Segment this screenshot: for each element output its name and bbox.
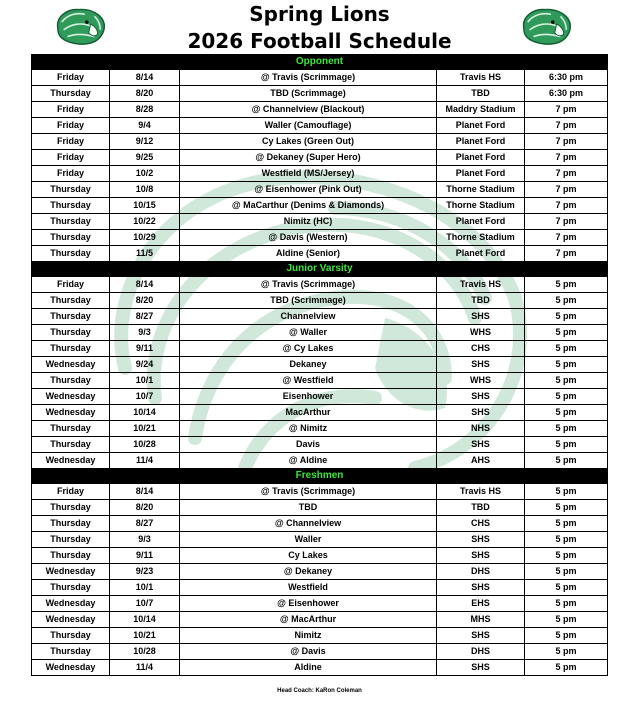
cell-day: Thursday	[32, 214, 110, 230]
table-row	[32, 548, 608, 564]
cell-opponent: Aldine	[180, 660, 437, 676]
table-row	[32, 198, 608, 214]
cell-time: 5 pm	[525, 389, 608, 405]
cell-time: 5 pm	[525, 548, 608, 564]
cell-opponent: @ MaCarthur (Denims & Diamonds)	[180, 198, 437, 214]
cell-opponent: @ MacArthur	[180, 612, 437, 628]
cell-opponent: Dekaney	[180, 357, 437, 373]
cell-location: Planet Ford	[437, 166, 525, 182]
cell-time: 7 pm	[525, 166, 608, 182]
cell-date: 11/5	[110, 246, 180, 262]
cell-opponent: @ Davis	[180, 644, 437, 660]
cell-date: 8/14	[110, 277, 180, 293]
table-row	[32, 293, 608, 309]
cell-opponent: @ Travis (Scrimmage)	[180, 277, 437, 293]
cell-day: Wednesday	[32, 357, 110, 373]
cell-date: 9/3	[110, 325, 180, 341]
cell-day: Thursday	[32, 437, 110, 453]
table-row	[32, 644, 608, 660]
cell-date: 10/7	[110, 596, 180, 612]
cell-location: WHS	[437, 373, 525, 389]
cell-opponent: Nimitz (HC)	[180, 214, 437, 230]
table-row	[32, 277, 608, 293]
cell-date: 10/1	[110, 580, 180, 596]
section-header	[32, 55, 608, 70]
cell-day: Friday	[32, 102, 110, 118]
cell-day: Friday	[32, 150, 110, 166]
cell-time: 7 pm	[525, 102, 608, 118]
section-title: Freshmen	[32, 469, 608, 484]
table-row	[32, 580, 608, 596]
cell-opponent: Channelview	[180, 309, 437, 325]
cell-location: SHS	[437, 628, 525, 644]
cell-location: Planet Ford	[437, 118, 525, 134]
cell-date: 9/11	[110, 548, 180, 564]
cell-day: Thursday	[32, 86, 110, 102]
table-row	[32, 102, 608, 118]
table-row	[32, 325, 608, 341]
cell-date: 10/22	[110, 214, 180, 230]
cell-time: 5 pm	[525, 660, 608, 676]
cell-day: Thursday	[32, 548, 110, 564]
cell-date: 10/1	[110, 373, 180, 389]
cell-opponent: @ Dekaney	[180, 564, 437, 580]
table-row	[32, 182, 608, 198]
section-title: Junior Varsity	[32, 262, 608, 277]
cell-date: 10/8	[110, 182, 180, 198]
cell-location: MHS	[437, 612, 525, 628]
cell-day: Thursday	[32, 421, 110, 437]
cell-location: Planet Ford	[437, 134, 525, 150]
cell-location: SHS	[437, 405, 525, 421]
cell-location: Planet Ford	[437, 214, 525, 230]
cell-location: DHS	[437, 564, 525, 580]
cell-day: Wednesday	[32, 660, 110, 676]
cell-location: DHS	[437, 644, 525, 660]
cell-time: 5 pm	[525, 500, 608, 516]
cell-location: Travis HS	[437, 70, 525, 86]
cell-date: 8/20	[110, 86, 180, 102]
table-row	[32, 373, 608, 389]
table-row	[32, 214, 608, 230]
cell-date: 10/21	[110, 628, 180, 644]
cell-day: Thursday	[32, 341, 110, 357]
cell-time: 7 pm	[525, 246, 608, 262]
cell-time: 5 pm	[525, 373, 608, 389]
cell-opponent: @ Dekaney (Super Hero)	[180, 150, 437, 166]
cell-date: 11/4	[110, 453, 180, 469]
cell-time: 7 pm	[525, 134, 608, 150]
cell-day: Friday	[32, 484, 110, 500]
table-row	[32, 532, 608, 548]
cell-day: Thursday	[32, 309, 110, 325]
table-row	[32, 453, 608, 469]
cell-location: Thorne Stadium	[437, 182, 525, 198]
table-row	[32, 389, 608, 405]
cell-day: Thursday	[32, 580, 110, 596]
cell-time: 5 pm	[525, 564, 608, 580]
cell-time: 5 pm	[525, 341, 608, 357]
cell-location: Thorne Stadium	[437, 230, 525, 246]
cell-opponent: @ Waller	[180, 325, 437, 341]
cell-day: Thursday	[32, 246, 110, 262]
cell-date: 8/14	[110, 484, 180, 500]
cell-day: Thursday	[32, 644, 110, 660]
cell-time: 5 pm	[525, 277, 608, 293]
cell-day: Friday	[32, 70, 110, 86]
table-row	[32, 564, 608, 580]
table-row	[32, 437, 608, 453]
cell-opponent: @ Eisenhower (Pink Out)	[180, 182, 437, 198]
cell-day: Wednesday	[32, 453, 110, 469]
cell-location: TBD	[437, 500, 525, 516]
cell-time: 5 pm	[525, 484, 608, 500]
cell-opponent: Aldine (Senior)	[180, 246, 437, 262]
cell-date: 9/4	[110, 118, 180, 134]
cell-opponent: Cy Lakes (Green Out)	[180, 134, 437, 150]
cell-opponent: Waller	[180, 532, 437, 548]
cell-opponent: Westfield	[180, 580, 437, 596]
cell-opponent: MacArthur	[180, 405, 437, 421]
cell-location: Planet Ford	[437, 150, 525, 166]
cell-opponent: Nimitz	[180, 628, 437, 644]
cell-time: 5 pm	[525, 421, 608, 437]
schedule-table	[31, 54, 608, 676]
cell-location: SHS	[437, 309, 525, 325]
cell-day: Thursday	[32, 230, 110, 246]
cell-day: Wednesday	[32, 405, 110, 421]
section-header	[32, 469, 608, 484]
cell-location: SHS	[437, 532, 525, 548]
cell-location: SHS	[437, 580, 525, 596]
head-coach-footer: Head Coach: KaRon Coleman	[277, 688, 362, 694]
cell-location: SHS	[437, 548, 525, 564]
cell-location: Planet Ford	[437, 246, 525, 262]
cell-opponent: Davis	[180, 437, 437, 453]
cell-location: WHS	[437, 325, 525, 341]
cell-date: 10/15	[110, 198, 180, 214]
cell-date: 8/27	[110, 309, 180, 325]
cell-date: 9/25	[110, 150, 180, 166]
table-row	[32, 484, 608, 500]
cell-time: 7 pm	[525, 230, 608, 246]
cell-opponent: TBD	[180, 500, 437, 516]
cell-time: 5 pm	[525, 612, 608, 628]
cell-time: 7 pm	[525, 182, 608, 198]
cell-date: 9/12	[110, 134, 180, 150]
cell-day: Thursday	[32, 293, 110, 309]
cell-opponent: @ Davis (Western)	[180, 230, 437, 246]
cell-date: 8/27	[110, 516, 180, 532]
cell-date: 10/14	[110, 405, 180, 421]
cell-time: 6:30 pm	[525, 70, 608, 86]
cell-time: 5 pm	[525, 309, 608, 325]
cell-day: Thursday	[32, 373, 110, 389]
cell-date: 10/28	[110, 644, 180, 660]
cell-date: 9/11	[110, 341, 180, 357]
lion-head-icon	[52, 4, 110, 48]
cell-date: 8/20	[110, 500, 180, 516]
cell-location: NHS	[437, 421, 525, 437]
cell-opponent: @ Eisenhower	[180, 596, 437, 612]
cell-time: 7 pm	[525, 118, 608, 134]
cell-location: AHS	[437, 453, 525, 469]
cell-day: Thursday	[32, 325, 110, 341]
cell-day: Friday	[32, 166, 110, 182]
cell-day: Friday	[32, 118, 110, 134]
cell-location: SHS	[437, 389, 525, 405]
cell-time: 5 pm	[525, 580, 608, 596]
cell-opponent: TBD (Scrimmage)	[180, 293, 437, 309]
table-row	[32, 166, 608, 182]
cell-opponent: @ Westfield	[180, 373, 437, 389]
table-row	[32, 612, 608, 628]
cell-day: Thursday	[32, 532, 110, 548]
table-row	[32, 421, 608, 437]
cell-location: Travis HS	[437, 484, 525, 500]
cell-opponent: @ Channelview (Blackout)	[180, 102, 437, 118]
cell-date: 10/2	[110, 166, 180, 182]
section-header	[32, 262, 608, 277]
cell-day: Thursday	[32, 182, 110, 198]
cell-opponent: @ Channelview	[180, 516, 437, 532]
cell-time: 5 pm	[525, 644, 608, 660]
cell-location: EHS	[437, 596, 525, 612]
cell-time: 5 pm	[525, 325, 608, 341]
cell-date: 8/20	[110, 293, 180, 309]
cell-opponent: @ Aldine	[180, 453, 437, 469]
cell-location: Travis HS	[437, 277, 525, 293]
cell-opponent: Waller (Camouflage)	[180, 118, 437, 134]
cell-opponent: @ Travis (Scrimmage)	[180, 70, 437, 86]
cell-date: 10/14	[110, 612, 180, 628]
cell-time: 5 pm	[525, 293, 608, 309]
table-row	[32, 596, 608, 612]
cell-opponent: Eisenhower	[180, 389, 437, 405]
cell-location: CHS	[437, 341, 525, 357]
cell-date: 10/29	[110, 230, 180, 246]
cell-day: Wednesday	[32, 564, 110, 580]
lion-head-icon	[518, 4, 576, 48]
table-row	[32, 134, 608, 150]
cell-time: 5 pm	[525, 596, 608, 612]
cell-date: 9/3	[110, 532, 180, 548]
table-row	[32, 86, 608, 102]
cell-location: Thorne Stadium	[437, 198, 525, 214]
cell-date: 9/23	[110, 564, 180, 580]
section-title: Opponent	[32, 55, 608, 70]
cell-location: SHS	[437, 660, 525, 676]
cell-day: Thursday	[32, 500, 110, 516]
table-row	[32, 341, 608, 357]
table-row	[32, 309, 608, 325]
cell-time: 5 pm	[525, 532, 608, 548]
cell-day: Thursday	[32, 516, 110, 532]
cell-time: 5 pm	[525, 357, 608, 373]
table-row	[32, 70, 608, 86]
cell-date: 8/14	[110, 70, 180, 86]
cell-date: 10/28	[110, 437, 180, 453]
cell-time: 5 pm	[525, 437, 608, 453]
cell-date: 10/7	[110, 389, 180, 405]
cell-day: Friday	[32, 134, 110, 150]
cell-day: Friday	[32, 277, 110, 293]
cell-time: 7 pm	[525, 214, 608, 230]
cell-day: Wednesday	[32, 596, 110, 612]
cell-time: 6:30 pm	[525, 86, 608, 102]
table-row	[32, 118, 608, 134]
cell-opponent: @ Cy Lakes	[180, 341, 437, 357]
cell-date: 8/28	[110, 102, 180, 118]
cell-location: TBD	[437, 86, 525, 102]
table-row	[32, 628, 608, 644]
cell-day: Thursday	[32, 628, 110, 644]
table-row	[32, 500, 608, 516]
cell-location: SHS	[437, 437, 525, 453]
page-title: Spring Lions	[249, 2, 390, 26]
cell-time: 5 pm	[525, 628, 608, 644]
cell-day: Wednesday	[32, 389, 110, 405]
cell-time: 5 pm	[525, 516, 608, 532]
table-row	[32, 405, 608, 421]
cell-day: Wednesday	[32, 612, 110, 628]
cell-time: 5 pm	[525, 405, 608, 421]
cell-location: CHS	[437, 516, 525, 532]
cell-opponent: Westfield (MS/Jersey)	[180, 166, 437, 182]
cell-opponent: Cy Lakes	[180, 548, 437, 564]
table-row	[32, 357, 608, 373]
cell-day: Thursday	[32, 198, 110, 214]
cell-time: 7 pm	[525, 198, 608, 214]
cell-opponent: @ Nimitz	[180, 421, 437, 437]
table-row	[32, 150, 608, 166]
cell-date: 9/24	[110, 357, 180, 373]
table-row	[32, 660, 608, 676]
table-row	[32, 246, 608, 262]
cell-location: SHS	[437, 357, 525, 373]
cell-date: 10/21	[110, 421, 180, 437]
cell-location: Maddry Stadium	[437, 102, 525, 118]
table-row	[32, 230, 608, 246]
cell-opponent: TBD (Scrimmage)	[180, 86, 437, 102]
cell-time: 7 pm	[525, 150, 608, 166]
cell-time: 5 pm	[525, 453, 608, 469]
cell-opponent: @ Travis (Scrimmage)	[180, 484, 437, 500]
page-subtitle: 2026 Football Schedule	[187, 29, 452, 53]
cell-date: 11/4	[110, 660, 180, 676]
cell-location: TBD	[437, 293, 525, 309]
table-row	[32, 516, 608, 532]
